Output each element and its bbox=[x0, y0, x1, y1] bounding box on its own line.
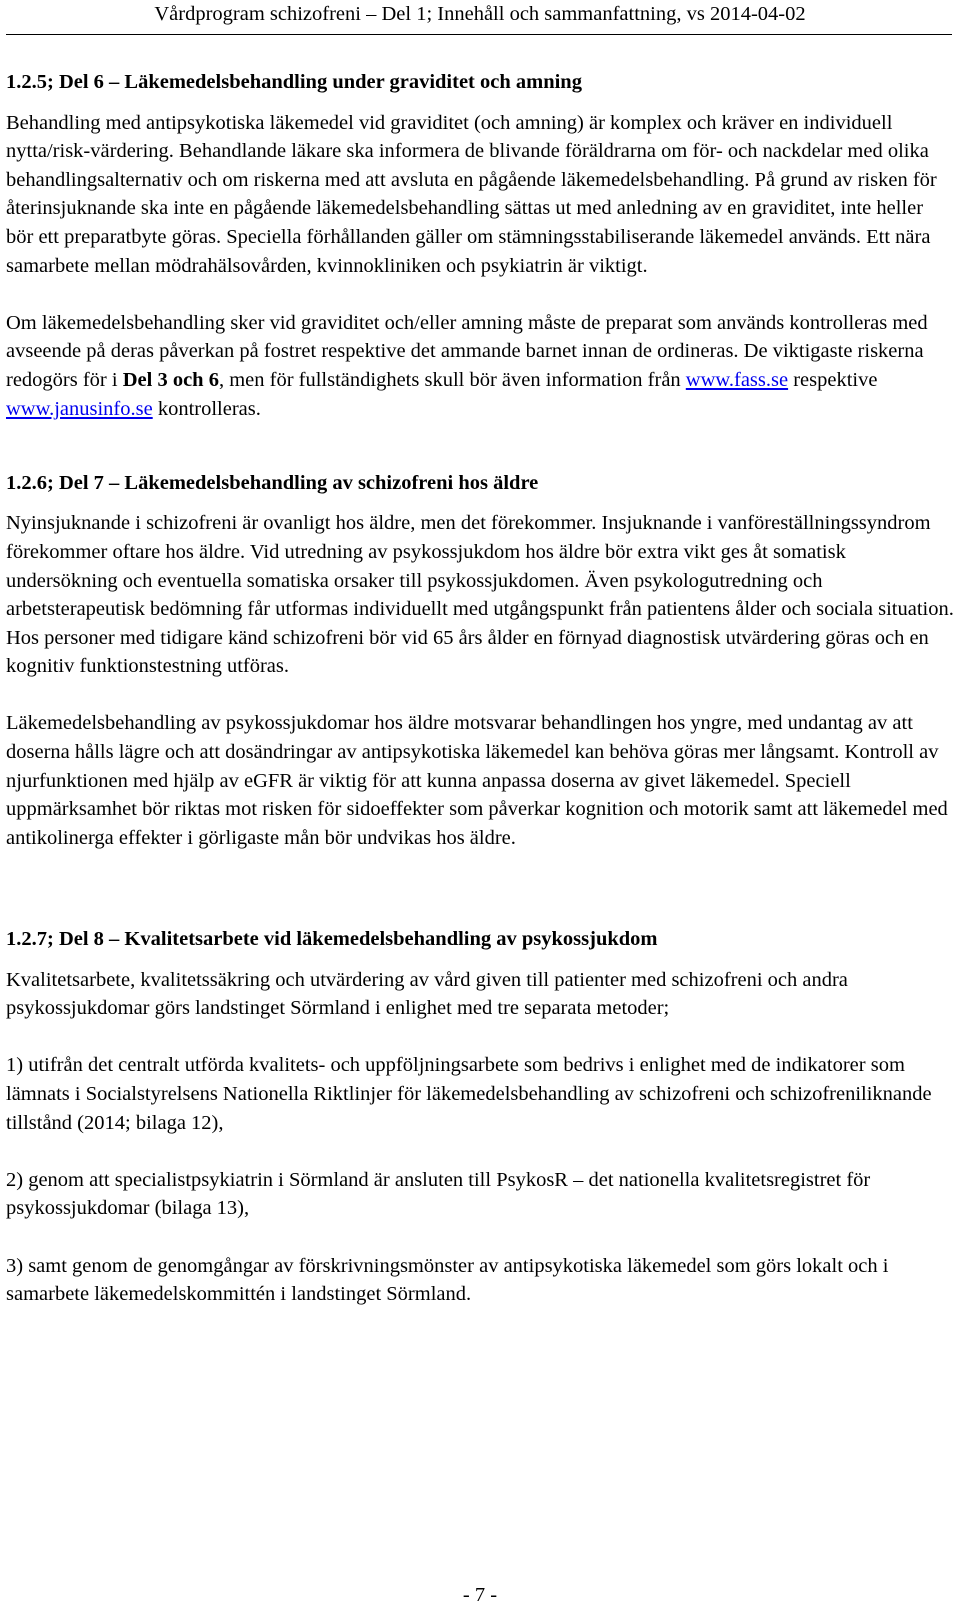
list-item: 1) utifrån det centralt utförda kvalitets- och uppföljningsarbete som bedrivs i enlighet med de indikatorer som lämnats i Socialstyrelsens Nationella Riktlinjer för läkemedelsbehandling av schizofreni och schizofreniliknande tillstånd (2014; bilaga 12), bbox=[6, 1054, 932, 1134]
bold-reference: Del 3 och 6 bbox=[122, 368, 219, 391]
header-divider bbox=[6, 34, 952, 35]
running-header: Vårdprogram schizofreni – Del 1; Innehåll och sammanfattning, vs 2014-04-02 bbox=[154, 3, 806, 25]
spacer bbox=[6, 881, 954, 925]
paragraph: Nyinsjuknande i schizofreni är ovanligt hos äldre, men det förekommer. Insjuknande i vanföreställningssyndrom förekommer oftare hos äldre. Vid utredning av psykossjukdom hos äldre bör extra vikt ges åt somatisk undersökning och eventuella somatiska orsaker till psykossjukdomen. Även psykologutredning och arbetsterapeutisk bedömning får utformas individuellt med utgångspunkt från patientens ålder och sociala situation. Hos personer med tidigare känd schizofreni bör vid 65 års ålder en förnyad diagnostisk utvärdering göras och en kognitiv funktionstestning utföras. bbox=[6, 512, 954, 678]
paragraph-text: respektive bbox=[788, 368, 878, 391]
paragraph-with-links bbox=[6, 309, 954, 423]
paragraph: Behandling med antipsykotiska läkemedel vid graviditet (och amning) är komplex och kräver en individuell nytta/risk-värdering. Behandlande läkare ska informera de blivande föräldrarna om för- och nackdelar med olika behandlingsalternativ och om riskerna med att avsluta en pågående läkemedelsbehandling. På grund av risken för återinsjuknande ska inte en pågående läkemedelsbehandling sättas ut med anledning av en graviditet, inte heller bör ett preparatbyte göras. Speciella förhållanden gäller om stämningsstabiliserande läkemedel används. Ett nära samarbete mellan mödrahälsovården, kvinnokliniken och psykiatrin är viktigt. bbox=[6, 111, 937, 277]
section-heading-del-7: 1.2.6; Del 7 – Läkemedelsbehandling av schizofreni hos äldre bbox=[6, 471, 539, 494]
paragraph-text: , men för fullständighets skull bör även information från bbox=[218, 368, 686, 391]
page-number: - 7 - bbox=[462, 1584, 498, 1606]
fass-link[interactable]: www.fass.se bbox=[685, 368, 789, 391]
section-heading-del-8: 1.2.7; Del 8 – Kvalitetsarbete vid läkemedelsbehandling av psykossjukdom bbox=[6, 928, 658, 951]
section-heading-del-6: 1.2.5; Del 6 – Läkemedelsbehandling under graviditet och amning bbox=[6, 71, 582, 93]
paragraph: Kvalitetsarbete, kvalitetssäkring och utvärdering av vård given till patienter med schizofreni och andra psykossjukdomar görs landstinget Sörmland i enlighet med tre separata metoder; bbox=[6, 968, 848, 1020]
list-item: 3) samt genom de genomgångar av förskrivningsmönster av antipsykotiska läkemedel som görs lokalt och i samarbete läkemedelskommittén i landstinget Sörmland. bbox=[6, 1254, 889, 1306]
janusinfo-link[interactable]: www.janusinfo.se bbox=[6, 397, 153, 420]
list-item: 2) genom att specialistpsykiatrin i Sörmland är ansluten till PsykosR – det nationella kvalitetsregistret för psykossjukdomar (bilaga 13), bbox=[6, 1168, 871, 1220]
document-body bbox=[6, 68, 954, 1309]
spacer bbox=[6, 452, 954, 469]
paragraph: Läkemedelsbehandling av psykossjukdomar hos äldre motsvarar behandlingen hos yngre, med undantag av att doserna hålls lägre och att dosändringar av antipsykotiska läkemedel kan behöva göras mer långsamt. Kontroll av njurfunktionen med hjälp av eGFR är viktig för att kunna anpassa doserna av givet läkemedel. Speciell uppmärksamhet bör riktas mot risken för sidoeffekter som påverkar kognition och motorik samt att läkemedel med antikolinerga effekter i görligaste mån bör undvikas hos äldre. bbox=[6, 712, 948, 849]
paragraph-text: Om läkemedelsbehandling sker vid graviditet och/eller amning måste de preparat som används kontrolleras med avseende på deras påverkan på fostret respektive det ammande barnet innan de ordineras. De viktigaste riskerna redogörs för i bbox=[6, 311, 928, 391]
paragraph-text: kontrolleras. bbox=[152, 397, 261, 420]
